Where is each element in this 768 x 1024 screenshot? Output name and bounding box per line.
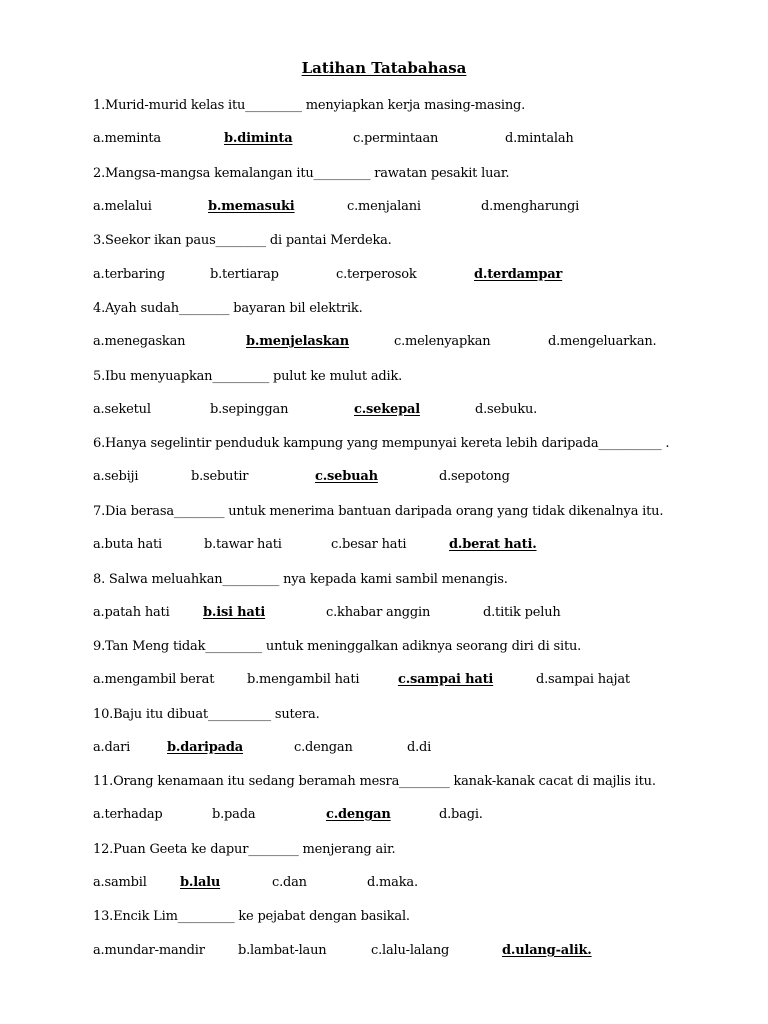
question-5-option-d: d.sebuku. xyxy=(475,402,538,417)
question-9-option-d: d.sampai hajat xyxy=(536,672,630,687)
question-4-option-c: c.melenyapkan xyxy=(394,334,491,349)
question-7-option-b: b.tawar hati xyxy=(204,537,282,552)
question-8-option-b-answer: b.isi hati xyxy=(203,605,266,620)
question-6-option-d: d.sepotong xyxy=(439,469,510,484)
question-8-option-c: c.khabar anggin xyxy=(326,605,431,620)
question-7-option-c: c.besar hati xyxy=(331,537,407,552)
question-11-text: 11.Orang kenamaan itu sedang beramah mesra________ kanak-kanak cacat di majlis itu. xyxy=(93,774,656,789)
question-3-option-a: a.terbaring xyxy=(93,267,165,282)
question-7-option-a: a.buta hati xyxy=(93,537,162,552)
question-2-text: 2.Mangsa-mangsa kemalangan itu_________ rawatan pesakit luar. xyxy=(93,166,510,181)
question-10-option-c: c.dengan xyxy=(294,740,353,755)
question-1-option-d: d.mintalah xyxy=(505,131,574,146)
question-13-option-c: c.lalu-lalang xyxy=(371,943,450,958)
question-9-option-b: b.mengambil hati xyxy=(247,672,360,687)
question-1-text: 1.Murid-murid kelas itu_________ menyiapkan kerja masing-masing. xyxy=(93,98,526,113)
question-13-option-b: b.lambat-laun xyxy=(238,943,327,958)
question-10-option-a: a.dari xyxy=(93,740,131,755)
question-8-option-d: d.titik peluh xyxy=(483,605,561,620)
question-8-option-a: a.patah hati xyxy=(93,605,170,620)
question-5-text: 5.Ibu menyuapkan_________ pulut ke mulut adik. xyxy=(93,369,403,384)
question-2-option-c: c.menjalani xyxy=(347,199,421,214)
question-12-option-c: c.dan xyxy=(272,875,307,890)
question-3-text: 3.Seekor ikan paus________ di pantai Merdeka. xyxy=(93,233,392,248)
question-10-text: 10.Baju itu dibuat__________ sutera. xyxy=(93,707,320,722)
question-6-text: 6.Hanya segelintir penduduk kampung yang mempunyai kereta lebih daripada__________ . xyxy=(93,436,670,451)
question-1-option-b-answer: b.diminta xyxy=(224,131,293,146)
question-5-option-b: b.sepinggan xyxy=(210,402,289,417)
question-2-option-d: d.mengharungi xyxy=(481,199,580,214)
question-12-option-a: a.sambil xyxy=(93,875,147,890)
question-13-option-a: a.mundar-mandir xyxy=(93,943,205,958)
question-6-option-a: a.sebiji xyxy=(93,469,139,484)
question-1-option-c: c.permintaan xyxy=(353,131,439,146)
question-3-option-c: c.terperosok xyxy=(336,267,417,282)
question-2-option-b-answer: b.memasuki xyxy=(208,199,295,214)
question-6-option-c-answer: c.sebuah xyxy=(315,469,378,484)
question-11-option-a: a.terhadap xyxy=(93,807,163,822)
question-1-option-a: a.meminta xyxy=(93,131,161,146)
question-8-text: 8. Salwa meluahkan_________ nya kepada kami sambil menangis. xyxy=(93,572,508,587)
question-9-option-a: a.mengambil berat xyxy=(93,672,215,687)
page-title: Latihan Tatabahasa xyxy=(301,59,467,77)
question-12-option-b-answer: b.lalu xyxy=(180,875,221,890)
question-12-text: 12.Puan Geeta ke dapur________ menjerang air. xyxy=(93,842,396,857)
question-5-option-a: a.seketul xyxy=(93,402,151,417)
question-5-option-c-answer: c.sekepal xyxy=(354,402,420,417)
question-10-option-b-answer: b.daripada xyxy=(167,740,243,755)
question-9-option-c-answer: c.sampai hati xyxy=(398,672,494,687)
question-4-option-a: a.menegaskan xyxy=(93,334,186,349)
question-7-option-d-answer: d.berat hati. xyxy=(449,537,537,552)
question-2-option-a: a.melalui xyxy=(93,199,152,214)
question-13-text: 13.Encik Lim_________ ke pejabat dengan basikal. xyxy=(93,909,410,924)
question-11-option-c-answer: c.dengan xyxy=(326,807,391,822)
question-3-option-b: b.tertiarap xyxy=(210,267,279,282)
question-9-text: 9.Tan Meng tidak_________ untuk meninggalkan adiknya seorang diri di situ. xyxy=(93,639,582,654)
question-4-text: 4.Ayah sudah________ bayaran bil elektrik. xyxy=(93,301,363,316)
question-4-option-d: d.mengeluarkan. xyxy=(548,334,657,349)
question-7-text: 7.Dia berasa________ untuk menerima bantuan daripada orang yang tidak dikenalnya itu. xyxy=(93,504,664,519)
question-4-option-b-answer: b.menjelaskan xyxy=(246,334,350,349)
question-3-option-d-answer: d.terdampar xyxy=(474,267,563,282)
question-13-option-d-answer: d.ulang-alik. xyxy=(502,943,592,958)
question-11-option-d: d.bagi. xyxy=(439,807,483,822)
question-6-option-b: b.sebutir xyxy=(191,469,249,484)
question-11-option-b: b.pada xyxy=(212,807,256,822)
question-12-option-d: d.maka. xyxy=(367,875,418,890)
question-10-option-d: d.di xyxy=(407,740,432,755)
